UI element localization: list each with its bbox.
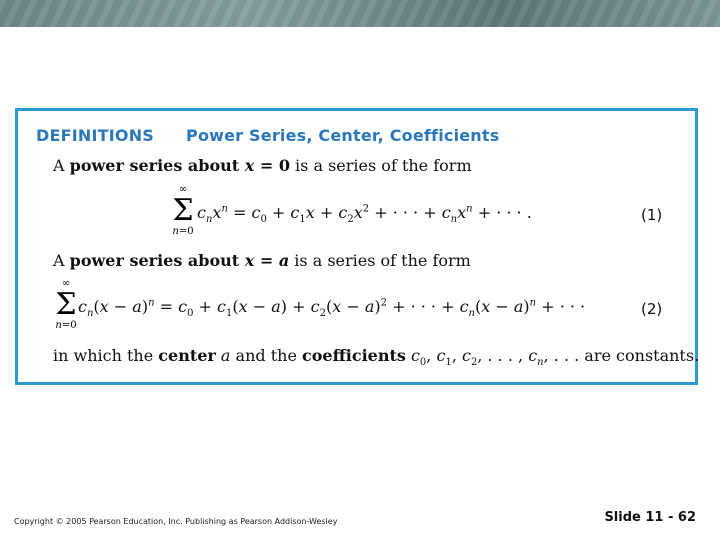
formula-2: $c_n(x - a)^n = c_0 + c_1(x - a) + c_2(x - a)^2$ + · · · + $c_n(x - a)^n$ + · · · bbox=[78, 297, 586, 320]
definition-heading bbox=[36, 126, 499, 145]
sum-symbol-1: ∞ Σ n=0 bbox=[172, 184, 194, 237]
formula-1: $c_nx^n = c_0 + c_1x + c_2x^2$ + · · · + $c_nx^n$ + · · · . bbox=[197, 203, 532, 226]
definition-subheading: Power Series, Center, Coefficients bbox=[186, 126, 500, 145]
copyright-text: Copyright © 2005 Pearson Education, Inc. Publishing as Pearson Addison-Wesley bbox=[14, 517, 338, 526]
definition-line-3: in which the center a and the coefficients $c_0$, $c_1$, $c_2$, . . . , $c_n$, . . . are constants. bbox=[53, 346, 700, 369]
coefficient-list: $c_0$, $c_1$, $c_2$, . . . , $c_n$, . . . bbox=[410, 346, 580, 369]
sum-symbol-2: ∞ Σ n=0 bbox=[55, 278, 77, 331]
definition-box bbox=[15, 108, 698, 385]
definitions-label: DEFINITIONS bbox=[36, 126, 155, 145]
definition-line-1: A power series about x = 0 is a series of the form bbox=[53, 156, 472, 175]
definition-line-2: A power series about x = a is a series of the form bbox=[53, 251, 471, 270]
equation-number-2: (2) bbox=[641, 300, 663, 318]
slide-number: Slide 11 - 62 bbox=[604, 510, 696, 525]
header-band bbox=[0, 0, 720, 27]
equation-number-1: (1) bbox=[641, 206, 663, 224]
